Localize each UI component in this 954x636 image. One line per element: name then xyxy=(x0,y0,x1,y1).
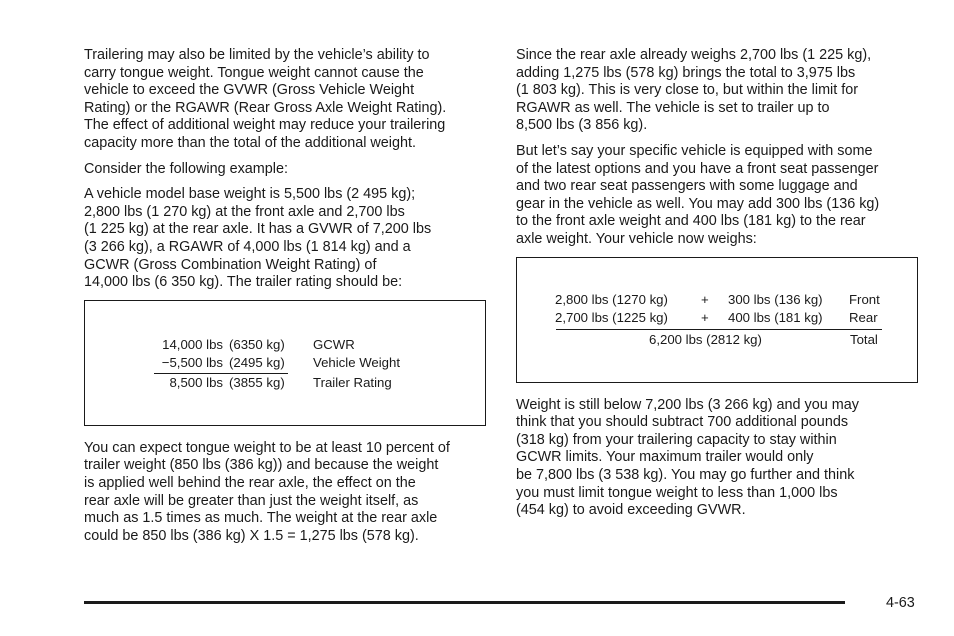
table-row xyxy=(517,309,917,327)
cell-kg: (2495 kg) xyxy=(229,354,285,370)
left-column xyxy=(84,47,488,553)
cell-operator: + xyxy=(701,309,709,325)
cell-base-weight: 2,800 lbs (1270 kg) xyxy=(555,291,668,307)
cell-kg: (6350 kg) xyxy=(229,336,285,352)
cell-total-weight: 6,200 lbs (2812 kg) xyxy=(649,331,762,347)
cell-base-weight: 2,700 lbs (1225 kg) xyxy=(555,309,668,325)
paragraph-tongue-weight-percent: You can expect tongue weight to be at least 10 percent of trailer weight (850 lbs (386 kg)) and because the weight is applied well behind the rear axle, the effect on the rear axle will be greater than just the weight itself, as much as 1.5 times as much. The weight at the rear axle could be 850 lbs (386 kg) X 1.5 = 1,275 lbs (578 kg). xyxy=(84,439,450,544)
cell-added-weight: 400 lbs (181 kg) xyxy=(728,309,823,325)
table-row xyxy=(85,354,485,372)
cell-label: Front xyxy=(849,291,880,307)
table-row xyxy=(85,336,485,354)
trailer-rating-table xyxy=(84,300,486,426)
total-divider xyxy=(556,329,882,330)
cell-added-weight: 300 lbs (136 kg) xyxy=(728,291,823,307)
cell-label: GCWR xyxy=(313,336,355,352)
paragraph-vehicle-model-example: A vehicle model base weight is 5,500 lbs (2 495 kg); 2,800 lbs (1 270 kg) at the front axle and 2,700 lbs (1 225 kg) at the rear axle. It has a GVWR of 7,200 lbs (3 266 kg), a RGAWR of 4,000 lbs (1 814 kg) and a GCWR (Gross Combination Weight Rating) of 14,000 lbs (6 350 kg). The trailer rating should be: xyxy=(84,186,432,291)
vehicle-weight-table xyxy=(516,257,918,383)
cell-lbs: 14,000 lbs xyxy=(162,336,223,352)
cell-label: Trailer Rating xyxy=(313,374,392,390)
paragraph-tongue-weight-limit: Trailering may also be limited by the vehicle’s ability to carry tongue weight. Tongue weight cannot cause the vehicle to exceed the GVWR (Gross Vehicle Weight Rating) or the RGAWR (Rear Gross Axle Weight Rating). The effect of additional weight may reduce your trailering capacity more than the total of the additional weight. xyxy=(84,47,447,151)
footer-rule xyxy=(84,601,845,604)
cell-total-label: Total xyxy=(850,331,878,347)
right-column xyxy=(516,47,920,528)
paragraph-consider-example: Consider the following example: xyxy=(84,160,288,177)
cell-kg: (3855 kg) xyxy=(229,374,285,390)
table-row xyxy=(517,291,917,309)
cell-lbs: −5,500 lbs xyxy=(161,354,223,370)
paragraph-still-below-gvwr: Weight is still below 7,200 lbs (3 266 kg) and you may think that you should subtract 700 additional pounds (318 kg) from your trailering capacity to stay within GCWR limits. Your maximum trailer would only be 7,800 lbs (3 538 kg). You may go further and think you must limit tongue weight to less than 1,000 lbs (454 kg) to avoid exceeding GVWR. xyxy=(516,396,859,519)
cell-label: Rear xyxy=(849,309,878,325)
cell-label: Vehicle Weight xyxy=(313,354,400,370)
table-row xyxy=(85,374,485,392)
paragraph-passengers-luggage: But let’s say your specific vehicle is equipped with some of the latest options and you have a front seat passenger and two rear seat passengers with some luggage and gear in the vehicle as well. You may add 300 lbs (136 kg) to the front axle weight and 400 lbs (181 kg) to the rear axle weight. Your vehicle now weighs: xyxy=(516,142,880,247)
cell-lbs: 8,500 lbs xyxy=(169,374,223,390)
page-number: 4-63 xyxy=(886,595,915,611)
cell-operator: + xyxy=(701,291,709,307)
table-row-total xyxy=(517,331,917,349)
paragraph-rear-axle-weight: Since the rear axle already weighs 2,700 lbs (1 225 kg), adding 1,275 lbs (578 kg) brings the total to 3,975 lbs (1 803 kg). This is very close to, but within the limit for RGAWR as well. The vehicle is set to trailer up to 8,500 lbs (3 856 kg). xyxy=(516,47,872,134)
